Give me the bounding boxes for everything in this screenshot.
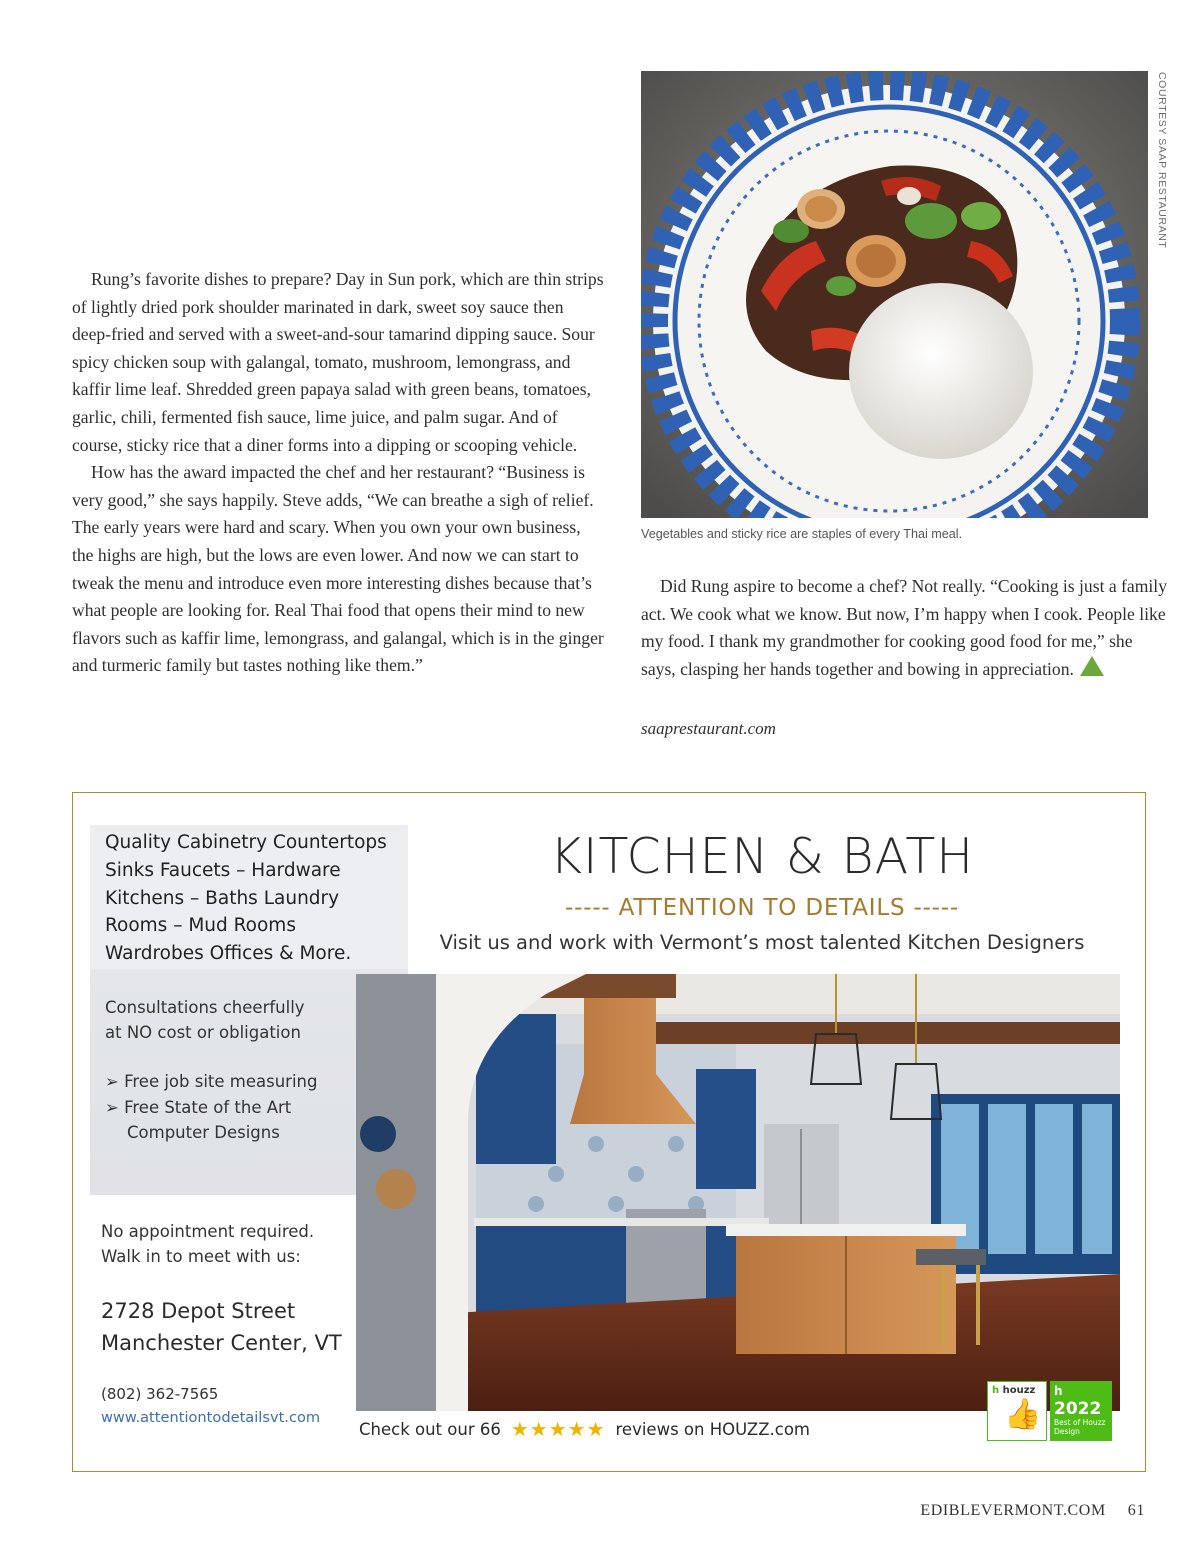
ad-service-line: Sinks Faucets – Hardware [105, 859, 341, 881]
food-photo [641, 71, 1148, 518]
houzz-logo [992, 1385, 1035, 1396]
ad-address-line: Manchester Center, VT [101, 1330, 342, 1355]
ad-bullet-text: Free State of the Art [124, 1097, 292, 1117]
arrow-bullet-icon: ➢ [105, 1097, 119, 1117]
article-left-column [72, 266, 604, 680]
ad-noappt-line: Walk in to meet with us: [101, 1247, 301, 1266]
ad-address-line: 2728 Depot Street [101, 1299, 296, 1323]
ad-service-line: Kitchens – Baths Laundry [105, 887, 340, 909]
end-mark-letter: e [1106, 659, 1112, 672]
article-paragraph [641, 573, 1171, 683]
page-number: 61 [1127, 1502, 1145, 1519]
houzz-review-line [359, 1417, 810, 1441]
ad-subtitle: ----- ATTENTION TO DETAILS ----- [565, 895, 959, 921]
ad-service-line: Rooms – Mud Rooms [105, 915, 296, 937]
ad-services-list [105, 829, 405, 968]
ad-consult-line: Consultations cheerfully [105, 998, 305, 1017]
page-footer [860, 1502, 1145, 1520]
houzz-brand-name: houzz [1002, 1385, 1036, 1396]
restaurant-website-link[interactable]: saaprestaurant.com [641, 719, 776, 738]
award-line: Best of Houzz [1054, 1418, 1106, 1427]
review-suffix: reviews on HOUZZ.com [615, 1420, 810, 1439]
best-of-houzz-panel [1050, 1381, 1112, 1441]
kitchen-photo [356, 974, 1120, 1411]
ad-consult-line: at NO cost or obligation [105, 1023, 301, 1042]
ad-noappt-line: No appointment required. [101, 1222, 315, 1241]
arrow-bullet-icon: ➢ [105, 1072, 119, 1091]
article-paragraph-text: Did Rung aspire to become a chef? Not really. “Cooking is just a family act. We cook what we know. But now, I’m happy when I cook. People like my food. I thank my grandmother for cooking good food for me,” she says, clasping her hands together and bowing in appreciation. [641, 576, 1167, 679]
article-paragraph: How has the award impacted the chef and her restaurant? “Business is very good,” she says happily. Steve adds, “We can breathe a sigh of relief. The early years were hard and scary. When you own your own business, the highs are high, but the lows are even lower. And now we can start to tweak the menu and introduce even more interesting dishes because that’s what people are looking for. Real Thai food that opens their mind to new flavors such as kaffir lime, lemongrass, and galangal, which is in the ginger and turmeric family but tastes nothing like them.” [72, 462, 604, 676]
thumbs-up-icon: 👍 [1004, 1398, 1042, 1431]
award-year: 2022 [1054, 1399, 1102, 1419]
award-line: Design [1054, 1426, 1080, 1436]
photo-caption: Vegetables and sticky rice are staples of every Thai meal. [641, 527, 963, 541]
article-right-column [641, 573, 1171, 683]
ad-no-appointment [101, 1219, 351, 1269]
article-paragraph: Rung’s favorite dishes to prepare? Day in Sun pork, which are thin strips of lightly dried pork shoulder marinated in dark, sweet soy sauce then deep-fried and served with a sweet-and-sour tamarind dipping sauce. Sour spicy chicken soup with galangal, tomato, mushroom, lemongrass, and kaffir lime leaf. Shredded green papaya salad with green beans, tomatoes, garlic, chili, fermented fish sauce, lime juice, and palm sugar. And of course, sticky rice that a diner forms into a dipping or scooping vehicle. [72, 269, 604, 455]
houzz-logo-panel [987, 1381, 1047, 1441]
houzz-award-badge [987, 1381, 1114, 1441]
ad-bullet-text: Free job site measuring [124, 1072, 318, 1091]
ad-title: KITCHEN & BATH [549, 828, 975, 885]
photo-credit: COURTESY SAAP RESTAURANT [1156, 72, 1168, 249]
ad-service-line: Quality Cabinetry Countertops [105, 832, 387, 853]
ad-service-line: Wardrobes Offices & More. [105, 943, 352, 965]
ad-tagline: Visit us and work with Vermont’s most talented Kitchen Designers [439, 931, 1085, 954]
houzz-h-icon: h [992, 1385, 1000, 1396]
five-star-rating-icon: ★★★★★ [510, 1417, 606, 1441]
ad-address [101, 1296, 361, 1359]
ad-website-link[interactable]: www.attentiontodetailsvt.com [101, 1409, 321, 1426]
publication-name: EDIBLEVERMONT.COM [920, 1502, 1106, 1519]
ad-bullet-continuation: Computer Designs [127, 1123, 280, 1142]
award-name [1054, 1419, 1105, 1436]
ad-phone: (802) 362-7565 [101, 1385, 219, 1403]
review-prefix: Check out our 66 [359, 1420, 501, 1439]
houzz-h-icon: h [1054, 1384, 1063, 1398]
edible-end-mark-icon [1080, 656, 1112, 676]
